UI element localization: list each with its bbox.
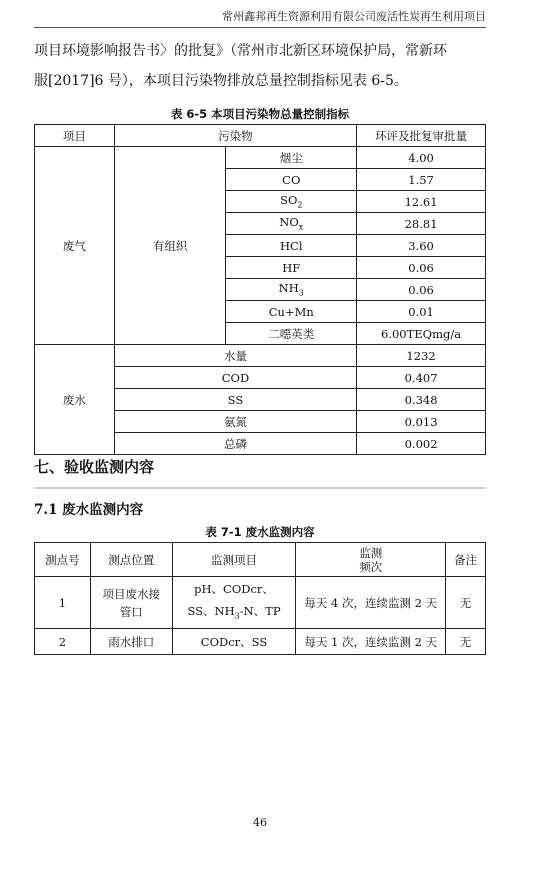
pollutant-value: 0.06	[357, 279, 486, 301]
header-pollutant: 污染物	[114, 125, 356, 147]
remark: 无	[446, 629, 486, 655]
section-title-7-1: 7.1 废水监测内容	[34, 502, 144, 518]
subcategory-organized: 有组织	[114, 147, 226, 345]
monitoring-frequency: 每天 4 次，连续监测 2 天	[296, 577, 446, 629]
page-header: 常州鑫邦再生资源利用有限公司废活性炭再生利用项目	[222, 10, 486, 23]
table-row	[35, 577, 486, 629]
pollutant-total-table	[34, 124, 486, 455]
point-no: 1	[35, 577, 91, 629]
page-number: 46	[253, 816, 267, 829]
header-frequency: 监测 频次	[296, 543, 446, 577]
pollutant-value: 4.00	[357, 147, 486, 169]
header-remark: 备注	[446, 543, 486, 577]
pollutant-value: 6.00TEQmg/a	[357, 323, 486, 345]
header-rule	[34, 27, 486, 28]
point-no: 2	[35, 629, 91, 655]
pollutant-name: $NH_3$	[226, 279, 357, 301]
pollutant-value: 0.407	[357, 367, 486, 389]
pollutant-name: $SO_2$	[226, 191, 357, 213]
header-location: 测点位置	[90, 543, 172, 577]
header-items: 监测项目	[172, 543, 296, 577]
pollutant-name: 烟尘	[226, 147, 357, 169]
table-row	[35, 629, 486, 655]
pollutant-name: CO	[226, 169, 357, 191]
section-rule	[34, 487, 486, 489]
table2-caption: 表 7-1 废水监测内容	[205, 525, 315, 539]
intro-paragraph	[34, 36, 494, 96]
pollutant-value: 0.002	[357, 433, 486, 455]
pollutant-value: 12.61	[357, 191, 486, 213]
header-approved: 环评及批复审批量	[357, 125, 486, 147]
table-row	[35, 345, 486, 367]
pollutant-name: $NO_x$	[226, 213, 357, 235]
pollutant-name: 氨氮	[114, 411, 356, 433]
table-header-row	[35, 543, 486, 577]
point-location: 雨水排口	[90, 629, 172, 655]
pollutant-name: 二噁英类	[226, 323, 357, 345]
table-header-row	[35, 125, 486, 147]
monitoring-items: pH、CODcr、 SS、$NH_3-N$、TP	[172, 577, 296, 629]
category-water: 废水	[35, 345, 115, 455]
section-title-7: 七、验收监测内容	[34, 458, 155, 476]
pollutant-value: 1.57	[357, 169, 486, 191]
pollutant-name: 总磷	[114, 433, 356, 455]
pollutant-value: 0.01	[357, 301, 486, 323]
point-location: 项目废水接 管口	[90, 577, 172, 629]
pollutant-name: Cu+Mn	[226, 301, 357, 323]
pollutant-value: 28.81	[357, 213, 486, 235]
pollutant-name: 水量	[114, 345, 356, 367]
wastewater-monitoring-table	[34, 542, 486, 655]
monitoring-items: CODcr、SS	[172, 629, 296, 655]
monitoring-frequency: 每天 1 次，连续监测 2 天	[296, 629, 446, 655]
intro-line-2: 服[2017]6 号），本项目污染物排放总量控制指标见表 6-5。	[34, 73, 408, 89]
table1-caption: 表 6-5 本项目污染物总量控制指标	[170, 107, 350, 121]
pollutant-name: SS	[114, 389, 356, 411]
pollutant-value: 0.348	[357, 389, 486, 411]
header-point-no: 测点号	[35, 543, 91, 577]
pollutant-name: HF	[226, 257, 357, 279]
header-project: 项目	[35, 125, 115, 147]
pollutant-value: 0.013	[357, 411, 486, 433]
pollutant-name: HCl	[226, 235, 357, 257]
remark: 无	[446, 577, 486, 629]
pollutant-value: 1232	[357, 345, 486, 367]
table-row	[35, 147, 486, 169]
pollutant-name: COD	[114, 367, 356, 389]
pollutant-value: 3.60	[357, 235, 486, 257]
intro-line-1: 项目环境影响报告书〉的批复》（常州市北新区环境保护局，常新环	[34, 43, 447, 59]
pollutant-value: 0.06	[357, 257, 486, 279]
category-gas: 废气	[35, 147, 115, 345]
